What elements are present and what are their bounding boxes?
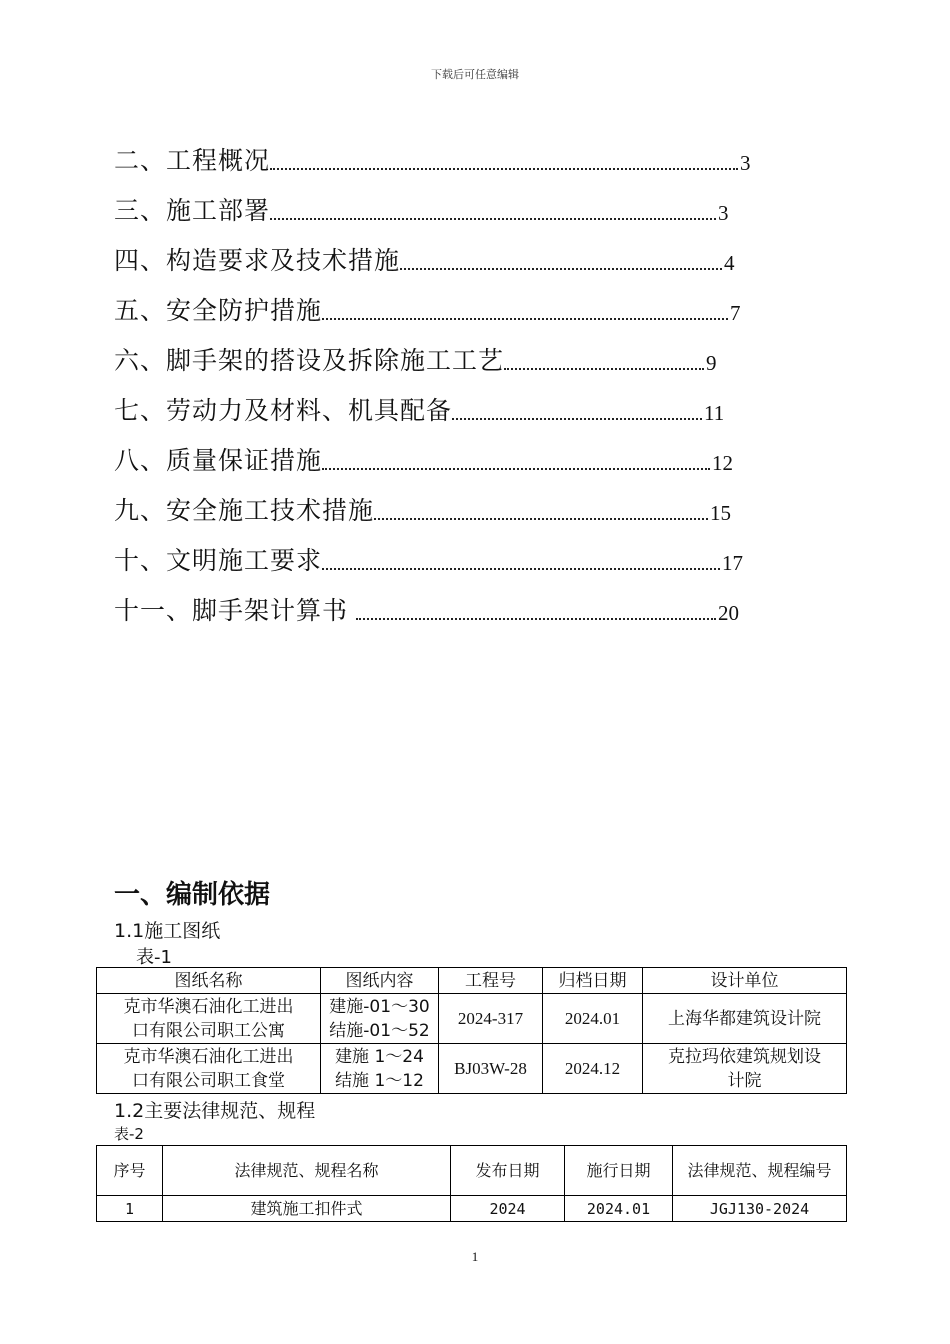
toc-entry-page: 15 bbox=[710, 501, 732, 525]
table-caption: 表-1 bbox=[136, 947, 172, 968]
cell-text: 建施-01～30 bbox=[329, 996, 430, 1017]
archive-date-cell: 2024.12 bbox=[543, 1044, 643, 1094]
toc-leader-dots bbox=[270, 150, 738, 170]
subsection-heading: 1.2主要法律规范、规程 bbox=[114, 1100, 316, 1122]
cell-text: 克市华澳石油化工进出 bbox=[123, 1046, 294, 1067]
toc-entry[interactable] bbox=[114, 178, 814, 228]
header-note: 下载后可任意编辑 bbox=[431, 68, 519, 81]
toc-entry-title: 三、施工部署 bbox=[114, 196, 271, 225]
toc-entry[interactable] bbox=[114, 478, 814, 528]
toc-entry-page: 3 bbox=[718, 201, 729, 225]
project-number-cell: 2024-317 bbox=[439, 994, 543, 1044]
table-row bbox=[97, 994, 847, 1044]
designer-cell: 上海华都建筑设计院 bbox=[643, 994, 847, 1044]
column-header: 法律规范、规程编号 bbox=[673, 1146, 847, 1196]
subsection-heading: 1.1施工图纸 bbox=[114, 920, 221, 942]
regulations-table bbox=[96, 1145, 847, 1222]
toc-entry-page: 3 bbox=[740, 151, 751, 175]
toc-entry-title: 十、文明施工要求 bbox=[114, 546, 323, 575]
drawings-table bbox=[96, 967, 847, 1094]
section-title: 一、编制依据 bbox=[114, 880, 271, 910]
toc-entry[interactable] bbox=[114, 428, 814, 478]
toc-leader-dots bbox=[322, 300, 728, 320]
cell-text: 克市华澳石油化工进出 bbox=[123, 996, 294, 1017]
toc-entry-title: 十一、脚手架计算书 bbox=[114, 596, 349, 625]
table-row bbox=[97, 1044, 847, 1094]
drawing-content-cell bbox=[321, 994, 439, 1044]
cell-text: 口有限公司职工食堂 bbox=[132, 1070, 285, 1091]
toc-leader-dots bbox=[374, 500, 708, 520]
drawing-name-cell bbox=[97, 994, 321, 1044]
cell-text: 克拉玛依建筑规划设 bbox=[668, 1046, 821, 1067]
table-row bbox=[97, 1196, 847, 1222]
toc-entry[interactable] bbox=[114, 378, 814, 428]
drawing-content-cell bbox=[321, 1044, 439, 1094]
column-header: 归档日期 bbox=[543, 968, 643, 994]
toc-entry-title: 八、质量保证措施 bbox=[114, 446, 323, 475]
table-header-row bbox=[97, 1146, 847, 1196]
toc-entry-page: 11 bbox=[704, 401, 725, 425]
table-of-contents bbox=[114, 128, 814, 628]
toc-leader-dots bbox=[322, 450, 710, 470]
project-number-cell: BJ03W-28 bbox=[439, 1044, 543, 1094]
toc-leader-dots bbox=[270, 200, 716, 220]
table-caption: 表-2 bbox=[114, 1125, 144, 1143]
toc-entry[interactable] bbox=[114, 528, 814, 578]
toc-entry[interactable] bbox=[114, 578, 814, 628]
toc-entry-page: 17 bbox=[722, 551, 744, 575]
column-header: 图纸名称 bbox=[97, 968, 321, 994]
toc-leader-dots bbox=[322, 550, 720, 570]
table-header-row bbox=[97, 968, 847, 994]
published-date-cell: 2024 bbox=[451, 1196, 565, 1222]
cell-text: 建施 1～24 bbox=[335, 1046, 424, 1067]
toc-entry-title: 九、安全施工技术措施 bbox=[114, 496, 375, 525]
archive-date-cell: 2024.01 bbox=[543, 994, 643, 1044]
toc-leader-dots bbox=[452, 400, 702, 420]
effective-date-cell: 2024.01 bbox=[565, 1196, 673, 1222]
regulation-name-cell: 建筑施工扣件式 bbox=[163, 1196, 451, 1222]
page-number: 1 bbox=[471, 1249, 479, 1264]
toc-entry[interactable] bbox=[114, 128, 814, 178]
toc-leader-dots bbox=[504, 350, 704, 370]
toc-entry-page: 4 bbox=[724, 251, 735, 275]
toc-entry-page: 9 bbox=[706, 351, 717, 375]
toc-entry-page: 12 bbox=[712, 451, 734, 475]
toc-entry[interactable] bbox=[114, 328, 814, 378]
column-header: 序号 bbox=[97, 1146, 163, 1196]
toc-entry-title: 二、工程概况 bbox=[114, 146, 271, 175]
toc-entry[interactable] bbox=[114, 228, 814, 278]
toc-entry-page: 20 bbox=[718, 601, 740, 625]
toc-entry[interactable] bbox=[114, 278, 814, 328]
toc-entry-title: 六、脚手架的搭设及拆除施工工艺 bbox=[114, 346, 505, 375]
designer-cell bbox=[643, 1044, 847, 1094]
toc-entry-title: 七、劳动力及材料、机具配备 bbox=[114, 396, 453, 425]
column-header: 设计单位 bbox=[643, 968, 847, 994]
cell-text: 口有限公司职工公寓 bbox=[132, 1020, 285, 1041]
toc-entry-title: 五、安全防护措施 bbox=[114, 296, 323, 325]
toc-entry-page: 7 bbox=[730, 301, 741, 325]
column-header: 工程号 bbox=[439, 968, 543, 994]
drawing-name-cell bbox=[97, 1044, 321, 1094]
toc-entry-title: 四、构造要求及技术措施 bbox=[114, 246, 401, 275]
cell-text: 结施-01～52 bbox=[329, 1020, 430, 1041]
column-header: 施行日期 bbox=[565, 1146, 673, 1196]
cell-text: 结施 1～12 bbox=[335, 1070, 424, 1091]
cell-text: 计院 bbox=[727, 1070, 762, 1091]
row-number-cell: 1 bbox=[97, 1196, 163, 1222]
column-header: 法律规范、规程名称 bbox=[163, 1146, 451, 1196]
toc-leader-dots bbox=[400, 250, 722, 270]
toc-leader-dots bbox=[356, 600, 716, 620]
column-header: 图纸内容 bbox=[321, 968, 439, 994]
column-header: 发布日期 bbox=[451, 1146, 565, 1196]
regulation-code-cell: JGJ130-2024 bbox=[673, 1196, 847, 1222]
